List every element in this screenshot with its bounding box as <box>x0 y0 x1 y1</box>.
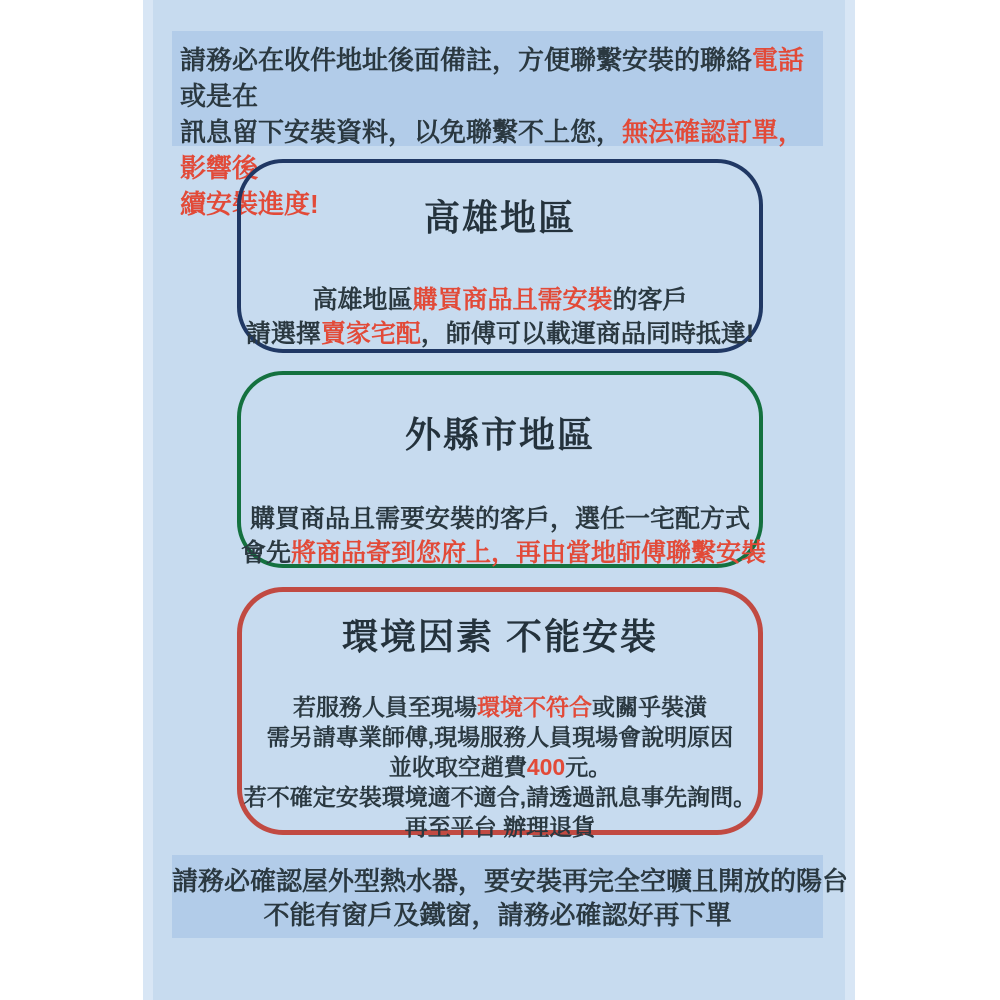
notice-text: 或是在 <box>180 81 259 111</box>
body-text-highlight: 環境不符合 <box>477 694 592 720</box>
notice-text: 不能有窗戶及鐵窗，請務必確認好再下單 <box>263 900 732 930</box>
fee-amount: 400 <box>526 754 566 780</box>
panel-edge-left <box>143 0 153 1000</box>
body-text: 高雄地區 <box>312 286 413 314</box>
body-text: 若不確定安裝環境適不適合,請透過訊息事先詢問。 <box>243 784 757 810</box>
body-text: 購買商品且需要安裝的客戶，選任一宅配方式 <box>249 505 750 533</box>
bottom-notice <box>172 855 849 938</box>
panel-edge-right <box>845 0 855 1000</box>
environment-body <box>242 692 758 842</box>
body-text-highlight: 將商品寄到您府上，再由當地師傅聯繫安裝 <box>291 539 767 567</box>
notice-text-highlight: 無法確認訂單，影響後 <box>180 117 805 183</box>
kaohsiung-region-title: 高雄地區 <box>423 197 576 238</box>
notice-text-highlight: 電話 <box>752 45 805 75</box>
body-line <box>241 283 759 317</box>
body-text: 並收取空趙費 <box>388 754 527 780</box>
notice-text: 請務必在收件地址後面備註，方便聯繫安裝的聯絡 <box>180 45 753 75</box>
body-line <box>241 536 767 570</box>
other-region-title: 外縣市地區 <box>404 414 595 455</box>
notice-text: 訊息留下安裝資料，以免聯繫不上您， <box>180 117 623 147</box>
body-text: 會先 <box>241 539 292 567</box>
notice-text-highlight: 續安裝進度! <box>180 189 319 219</box>
bottom-notice-line1 <box>172 864 849 898</box>
body-line <box>242 752 758 782</box>
body-text-highlight: 賣家宅配 <box>320 320 421 348</box>
environment-box <box>237 587 763 840</box>
body-text: ，師傅可以載運商品同時抵達! <box>420 320 755 348</box>
body-line <box>242 722 758 752</box>
body-text: 若服務人員至現場 <box>293 694 477 720</box>
body-line <box>242 692 758 722</box>
body-text: 需另請專業師傅,現場服務人員現場會說明原因 <box>266 724 734 750</box>
other-region-body <box>241 502 767 570</box>
body-text: 或關乎裝潢 <box>592 694 707 720</box>
body-text: 的客戶 <box>612 286 688 314</box>
body-line <box>242 782 758 812</box>
body-text: 再至平台 辦理退貨 <box>404 814 596 840</box>
top-notice-line1 <box>180 42 815 114</box>
kaohsiung-region-box <box>237 159 763 353</box>
kaohsiung-region-body <box>241 283 759 351</box>
body-text: 請選擇 <box>245 320 321 348</box>
body-line <box>241 317 759 351</box>
environment-title: 環境因素 不能安裝 <box>341 616 658 657</box>
other-region-box <box>237 371 767 568</box>
body-text: 元。 <box>565 754 612 780</box>
bottom-notice-line2 <box>172 898 823 932</box>
body-text-highlight: 購買商品且需安裝 <box>412 286 613 314</box>
notice-text: 請務必確認屋外型熱水器，要安裝再完全空曠且開放的陽台 <box>172 866 849 896</box>
body-line <box>241 502 759 536</box>
body-line <box>242 812 758 842</box>
